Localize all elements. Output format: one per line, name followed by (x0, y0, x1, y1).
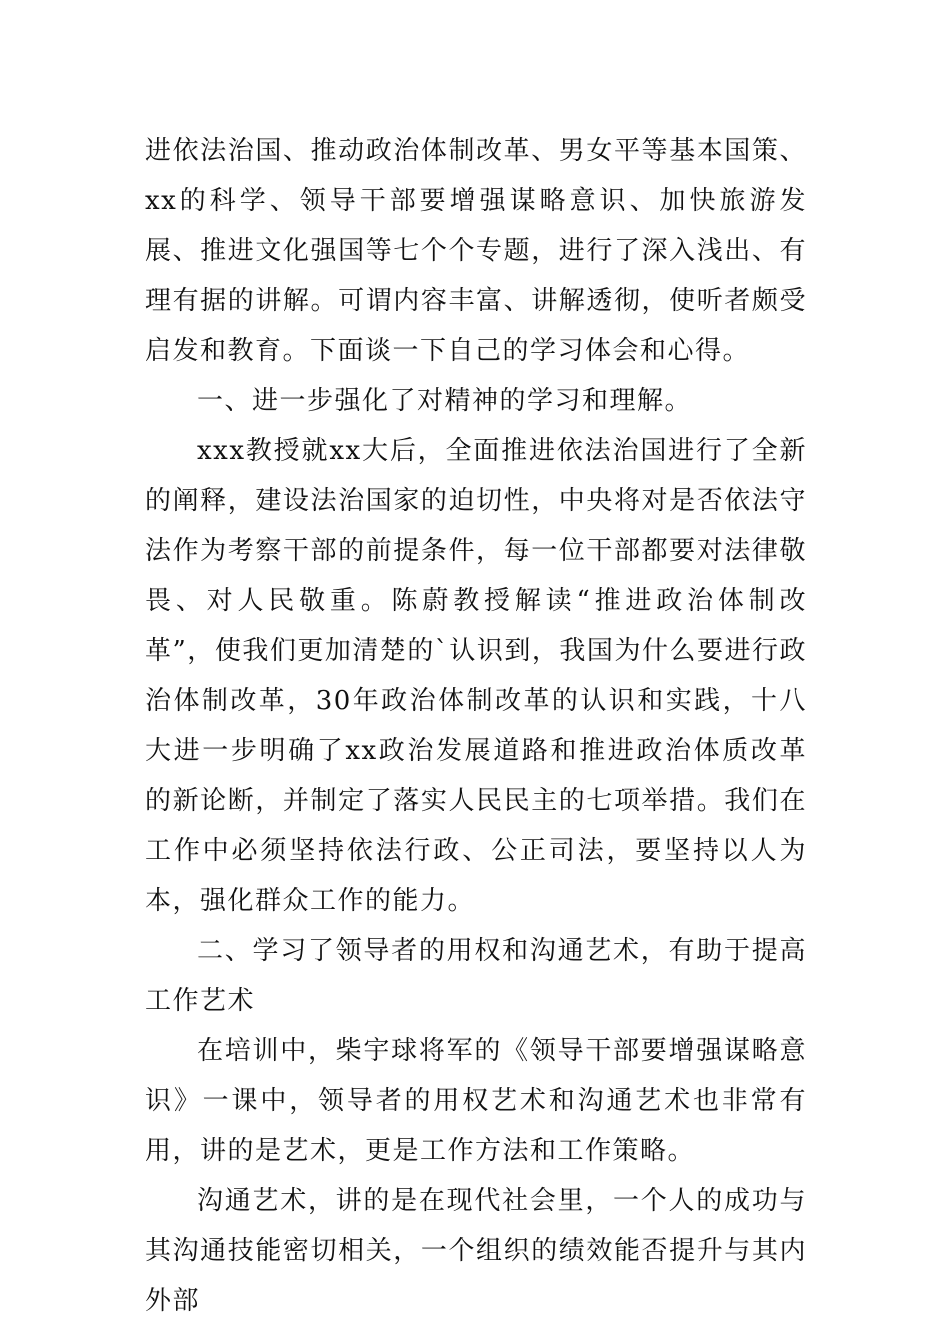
document-body (145, 126, 807, 1326)
paragraph-training: 在培训中，柴宇球将军的《领导干部要增强谋略意识》一课中，领导者的用权艺术和沟通艺术也非常有用，讲的是艺术，更是工作方法和工作策略。 (145, 1036, 807, 1166)
section-heading-1: 一、进一步强化了对精神的学习和理解。 (197, 386, 693, 416)
paragraph-continuation: 进依法治国、推动政治体制改革、男女平等基本国策、xx的科学、领导干部要增强谋略意识、加快旅游发展、推进文化强国等七个个专题，进行了深入浅出、有理有据的讲解。可谓内容丰富、讲解透彻，使听者颇受启发和教育。下面谈一下自己的学习体会和心得。 (145, 136, 807, 366)
paragraph-law: xxx教授就xx大后，全面推进依法治国进行了全新的阐释，建设法治国家的迫切性，中央将对是否依法守法作为考察干部的前提条件，每一位干部都要对法律敬畏、对人民敬重。陈蔚教授解读“推进政治体制改革”，使我们更加清楚的`认识到，我国为什么要进行政治体制改革，30年政治体制改革的认识和实践，十八大进一步明确了xx政治发展道路和推进政治体质改革的新论断，并制定了落实人民民主的七项举措。我们在工作中必须坚持依法行政、公正司法，要坚持以人为本，强化群众工作的能力。 (145, 436, 807, 916)
section-heading-2: 二、学习了领导者的用权和沟通艺术，有助于提高工作艺术 (145, 936, 807, 1016)
paragraph-communication: 沟通艺术，讲的是在现代社会里，一个人的成功与其沟通技能密切相关，一个组织的绩效能否提升与其内外部 (145, 1186, 807, 1316)
